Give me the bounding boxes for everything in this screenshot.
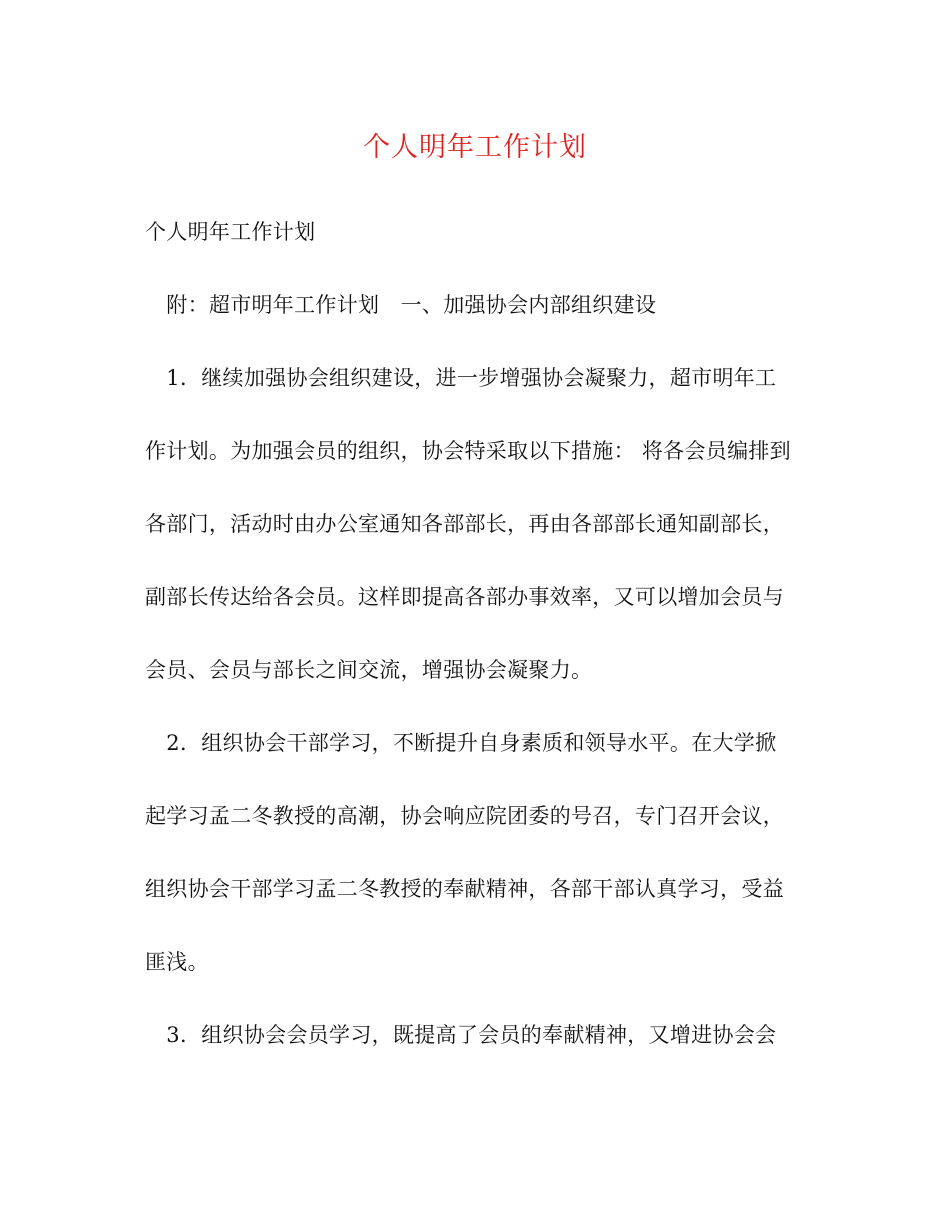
paragraph-line: 附：超市明年工作计划 一、加强协会内部组织建设 — [145, 293, 657, 317]
paragraph-line: 作计划。为加强会员的组织，协会特采取以下措施： 将各会员编排到 — [145, 439, 791, 463]
paragraph-line: 3．组织协会会员学习，既提高了会员的奉献精神，又增进协会会 — [145, 1023, 777, 1047]
paragraph-line: 匪浅。 — [145, 950, 209, 974]
paragraph-line: 副部长传达给各会员。这样即提高各部办事效率，又可以增加会员与 — [145, 585, 784, 609]
document-title: 个人明年工作计划 — [363, 132, 587, 163]
document-subtitle: 个人明年工作计划 — [145, 220, 316, 244]
paragraph-line: 起学习孟二冬教授的高潮，协会响应院团委的号召，专门召开会议， — [145, 804, 784, 828]
paragraph-line: 会员、会员与部长之间交流，增强协会凝聚力。 — [145, 658, 593, 682]
paragraph-line: 组织协会干部学习孟二冬教授的奉献精神，各部干部认真学习，受益 — [145, 877, 784, 901]
paragraph-line: 1．继续加强协会组织建设，进一步增强协会凝聚力，超市明年工 — [145, 366, 777, 390]
paragraph-line: 各部门，活动时由办公室通知各部部长，再由各部部长通知副部长， — [145, 512, 784, 536]
paragraph-line: 2．组织协会干部学习，不断提升自身素质和领导水平。在大学掀 — [145, 731, 777, 755]
